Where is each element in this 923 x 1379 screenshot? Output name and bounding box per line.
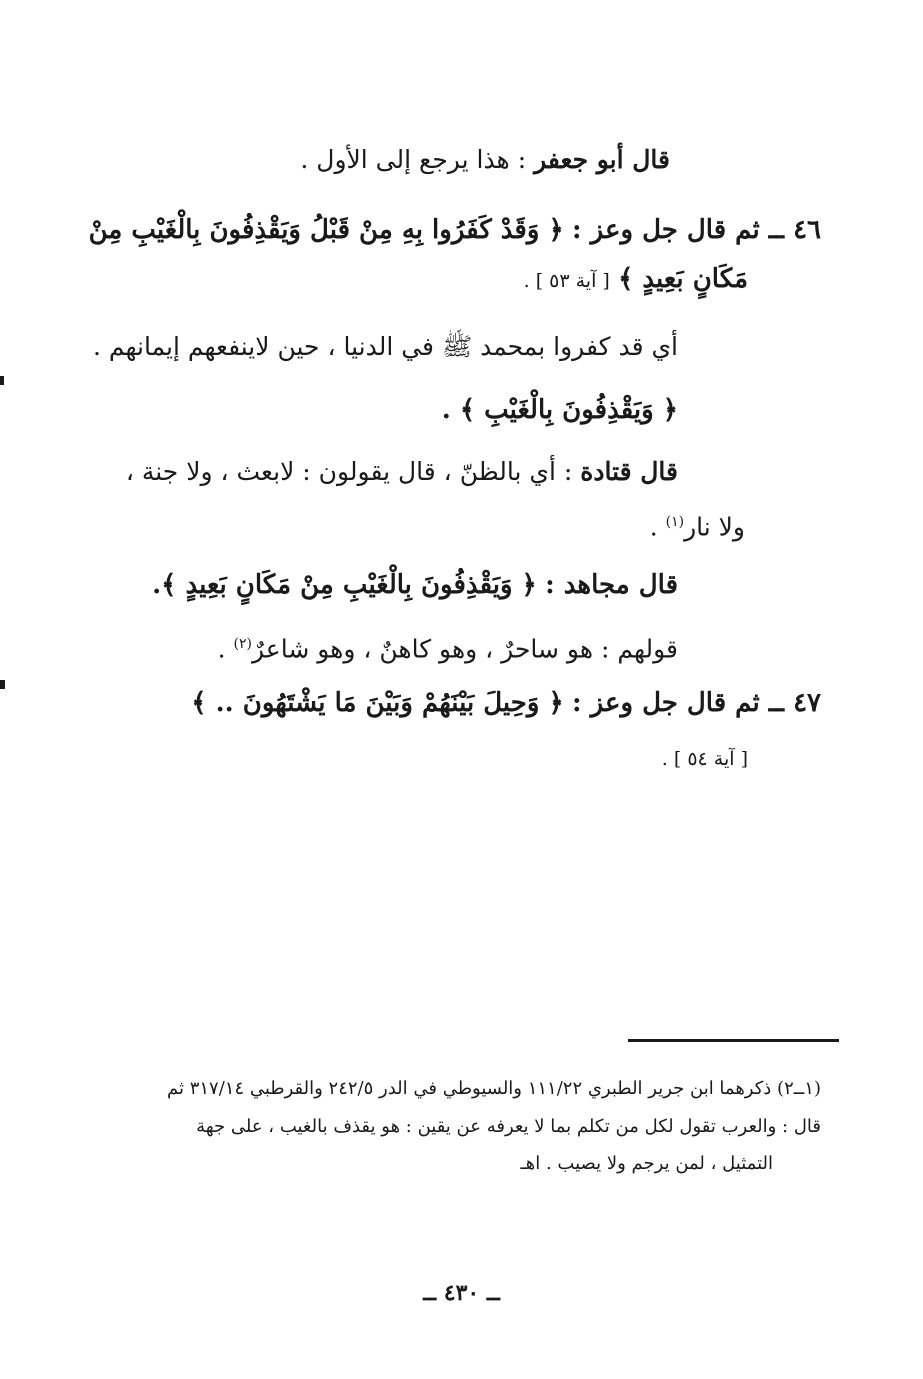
speaker-qatada: قال قتادة [580, 457, 678, 486]
item-46-ref: [ آية ٥٣ ] . [523, 270, 610, 292]
item-46-verse-part-1: ﴿ وَقَدْ كَفَرُوا بِهِ مِنْ قَبْلُ وَيَقْذِفُونَ بِالْغَيْبِ مِنْ [88, 215, 564, 245]
scan-mark-1 [0, 376, 4, 385]
item-47-verse: ﴿ وَحِيلَ بَيْنَهُمْ وَبَيْنَ مَا يَشْتَهُونَ .. ﴾ [191, 688, 564, 718]
item-46-line-1 [89, 213, 821, 247]
item-47-ref: [ آية ٥٤ ] . [661, 748, 748, 770]
footnote-line-1 [167, 1075, 821, 1103]
item-46-line-2 [524, 262, 748, 298]
explanation-text: أي قد كفروا بمحمد ﷺ في الدنيا ، حين لاينفعهم إيمانهم . [92, 332, 678, 361]
footnote-ref-1: (١) [665, 514, 685, 530]
abu-jafar-line [300, 143, 670, 177]
scan-mark-2 [0, 680, 5, 689]
footnote-separator [628, 1039, 839, 1042]
footnote-text-1: (١ــ٢) ذكرهما ابن جرير الطبري ١١١/٢٢ والسيوطي في الدر ٢٤٢/٥ والقرطبي ٣١٧/١٤ ثم [167, 1078, 821, 1099]
speaker-abu-jafar: قال أبو جعفر [534, 145, 670, 174]
footnote-text-3: التمثيل ، لمن يرجم ولا يصيب . اهـ [520, 1153, 773, 1174]
item-47-lead: ٤٧ ــ ثم قال جل وعز : [571, 688, 821, 718]
mujahid-line [152, 568, 678, 602]
footnote-ref-2: (٢) [233, 636, 252, 652]
page-number: ــ ٤٣٠ ــ [423, 1280, 500, 1306]
footnote-line-3 [521, 1150, 774, 1178]
their-saying-end: . [217, 634, 234, 664]
item-46-lead: ٤٦ ــ ثم قال جل وعز : [571, 215, 821, 245]
speaker-mujahid: قال مجاهد : [545, 570, 678, 600]
mujahid-verse: ﴿ وَيَقْذِفُونَ بِالْغَيْبِ مِنْ مَكَانٍ بَعِيدٍ ﴾. [152, 570, 537, 600]
item-47-line-1 [191, 686, 821, 720]
their-saying-text: قولهم : هو ساحرٌ ، وهو كاهنٌ ، وهو شاعرٌ [252, 634, 678, 664]
footnote-line-2 [196, 1113, 821, 1141]
item-46-verse-part-2: مَكَانٍ بَعِيدٍ ﴾ [618, 264, 748, 294]
explanation-line [93, 330, 678, 364]
verse-repeat-line [442, 393, 678, 427]
qatada-line-2 [650, 505, 745, 544]
verse-repeat: ﴿ وَيَقْذِفُونَ بِالْغَيْبِ ﴾ . [441, 395, 678, 425]
abu-jafar-text: : هذا يرجع إلى الأول . [300, 145, 527, 174]
qatada-text-1: : أي بالظنّ ، قال يقولون : لابعث ، ولا جنة ، [125, 457, 573, 486]
footnote-text-2: قال : والعرب تقول لكل من تكلم بما لا يعرفه عن يقين : هو يقذف بالغيب ، على جهة [196, 1116, 821, 1137]
their-saying-line [218, 627, 678, 666]
qatada-line-1 [126, 455, 678, 489]
item-47-line-2 [662, 740, 748, 776]
qatada-text-2: ولا نار [684, 512, 745, 542]
qatada-text-2-end: . [649, 512, 666, 542]
